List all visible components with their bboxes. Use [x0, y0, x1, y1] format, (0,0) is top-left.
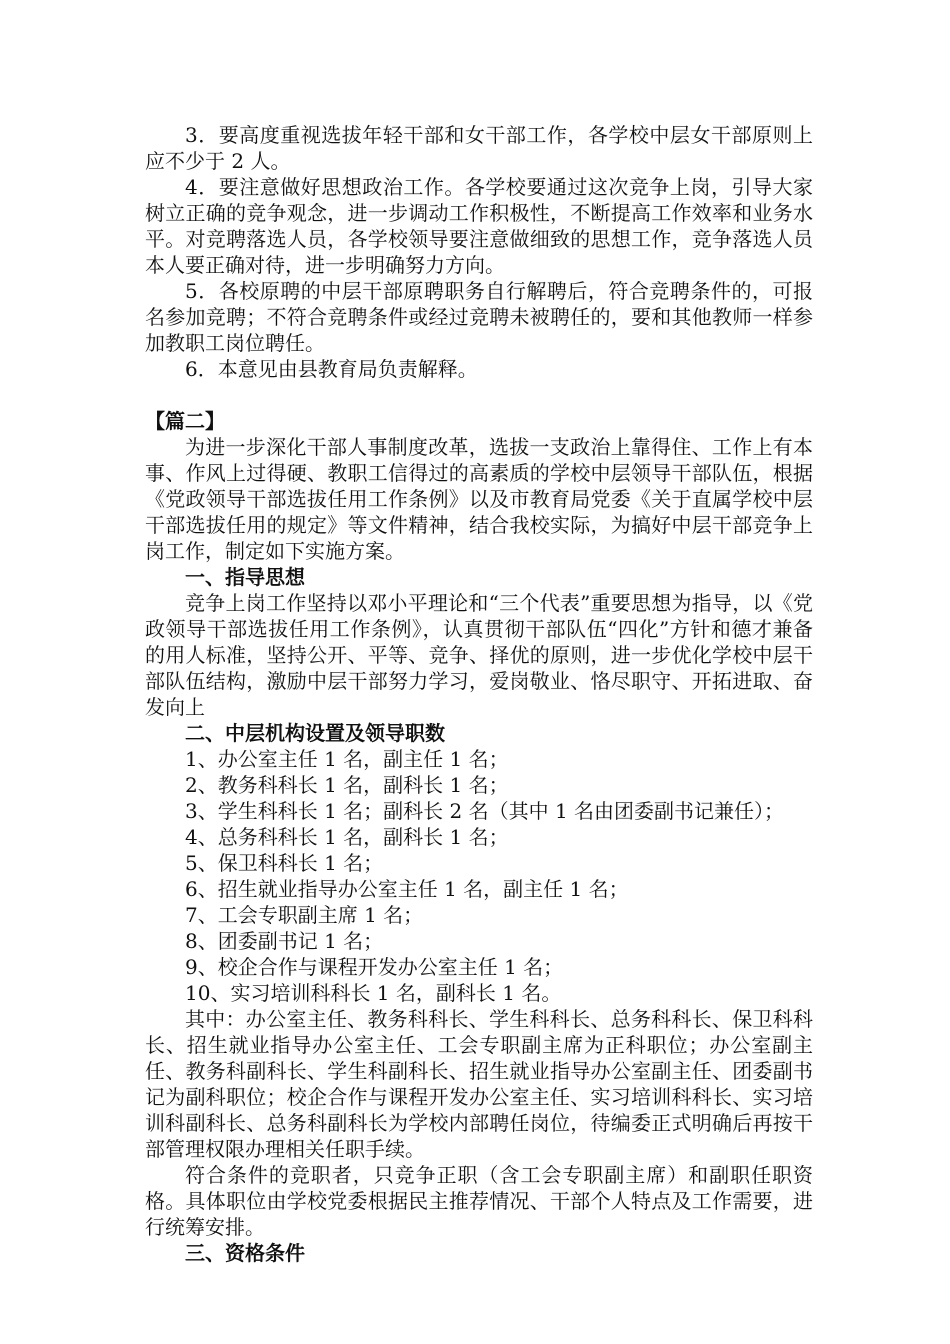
- list-item: 1、办公室主任 1 名，副主任 1 名；: [185, 747, 509, 771]
- list-item: 6、招生就业指导办公室主任 1 名，副主任 1 名；: [185, 877, 629, 901]
- paragraph-item-5: 5．各校原聘的中层干部原聘职务自行解聘后，符合竞聘条件的，可报名参加竞聘；不符合竞聘条件或经过竞聘未被聘任的，要和其他教师一样参加教职工岗位聘任。: [145, 279, 813, 355]
- list-item: 10、实习培训科科长 1 名，副科长 1 名。: [185, 981, 562, 1005]
- paragraph-item-6: 6．本意见由县教育局负责解释。: [185, 357, 478, 381]
- section-text-guiding-ideology: 竞争上岗工作坚持以邓小平理论和“三个代表”重要思想为指导，以《党政领导干部选拔任用工作条例》，认真贯彻干部队伍“四化”方针和德才兼备的用人标准，坚持公开、平等、竞争、择优的原则，进一步优化学校中层干部队伍结构，激励中层干部努力学习，爱岗敬业、恪尽职守、开拓进取、奋发向上: [145, 591, 813, 719]
- document-body: [145, 122, 813, 1266]
- section-heading-organization: 二、中层机构设置及领导职数: [185, 721, 445, 745]
- list-item: 3、学生科科长 1 名；副科长 2 名（其中 1 名由团委副书记兼任）；: [185, 799, 785, 823]
- paragraph-item-4: 4．要注意做好思想政治工作。各学校要通过这次竞争上岗，引导大家树立正确的竞争观念，进一步调动工作积极性，不断提高工作效率和业务水平。对竞聘落选人员，各学校领导要注意做细致的思想工作，竞争落选人员本人要正确对待，进一步明确努力方向。: [145, 175, 813, 277]
- list-item: 5、保卫科科长 1 名；: [185, 851, 384, 875]
- part-two-intro: 为进一步深化干部人事制度改革，选拔一支政治上靠得住、工作上有本事、作风上过得硬、教职工信得过的高素质的学校中层领导干部队伍，根据《党政领导干部选拔任用工作条例》以及市教育局党委《关于直属学校中层干部选拔任用的规定》等文件精神，结合我校实际，为搞好中层干部竞争上岗工作，制定如下实施方案。: [145, 435, 813, 563]
- section-note-eligibility: 符合条件的竞职者，只竞争正职（含工会专职副主席）和副职任职资格。具体职位由学校党委根据民主推荐情况、干部个人特点及工作需要，进行统筹安排。: [145, 1163, 813, 1239]
- section-heading-qualifications: 三、资格条件: [185, 1241, 305, 1265]
- list-item: 7、工会专职副主席 1 名；: [185, 903, 424, 927]
- list-item: 2、教务科科长 1 名，副科长 1 名；: [185, 773, 509, 797]
- list-item: 9、校企合作与课程开发办公室主任 1 名；: [185, 955, 564, 979]
- part-two-heading: 【篇二】: [145, 409, 225, 433]
- list-item: 4、总务科科长 1 名，副科长 1 名；: [185, 825, 509, 849]
- list-item: 8、团委副书记 1 名；: [185, 929, 384, 953]
- section-heading-guiding-ideology: 一、指导思想: [185, 565, 305, 589]
- paragraph-item-3: 3．要高度重视选拔年轻干部和女干部工作，各学校中层女干部原则上应不少于 2 人。: [145, 123, 813, 173]
- section-note-positions: 其中：办公室主任、教务科科长、学生科科长、总务科科长、保卫科科长、招生就业指导办公室主任、工会专职副主席为正科职位；办公室副主任、教务科副科长、学生科副科长、招生就业指导办公室副主任、团委副书记为副科职位；校企合作与课程开发办公室主任、实习培训科科长、实习培训科副科长、总务科副科长为学校内部聘任岗位，待编委正式明确后再按干部管理权限办理相关任职手续。: [145, 1007, 813, 1161]
